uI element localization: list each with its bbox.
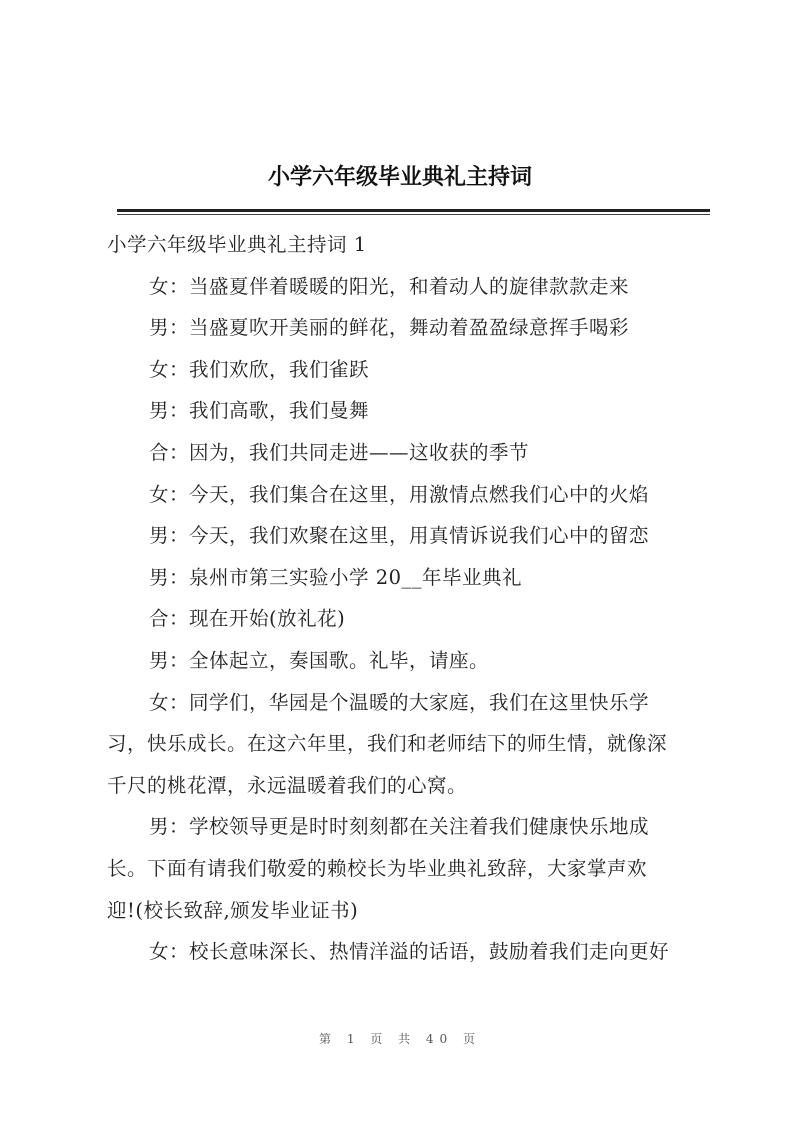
title-divider bbox=[117, 209, 710, 212]
paragraph-line: 女：同学们，华园是个温暖的大家庭，我们在这里快乐学 bbox=[149, 690, 650, 714]
paragraph-line: 男：全体起立，奏国歌。礼毕，请座。 bbox=[149, 648, 490, 672]
paragraph-line: 男：当盛夏吹开美丽的鲜花，舞动着盈盈绿意挥手喝彩 bbox=[149, 316, 630, 340]
paragraph-line: 男：我们高歌，我们曼舞 bbox=[149, 399, 370, 423]
paragraph-line: 女：当盛夏伴着暖暖的阳光，和着动人的旋律款款走来 bbox=[149, 274, 630, 298]
paragraph-line: 男：学校领导更是时时刻刻都在关注着我们健康快乐地成 bbox=[149, 815, 650, 839]
paragraph-line: 男：泉州市第三实验小学 20__年毕业典礼 bbox=[149, 565, 523, 589]
paragraph-line: 女：我们欢欣，我们雀跃 bbox=[149, 357, 370, 381]
paragraph-line: 合：现在开始(放礼花) bbox=[149, 607, 346, 631]
paragraph-line: 男：今天，我们欢聚在这里，用真情诉说我们心中的留恋 bbox=[149, 524, 650, 548]
document-body bbox=[107, 224, 712, 973]
paragraph-line: 习，快乐成长。在这六年里，我们和老师结下的师生情，就像深 bbox=[107, 732, 668, 756]
page-footer: 第 1 页 共 40 页 bbox=[319, 1032, 481, 1046]
title-divider-thin bbox=[117, 214, 710, 215]
paragraph-line: 长。下面有请我们敬爱的赖校长为毕业典礼致辞，大家掌声欢 bbox=[107, 856, 648, 880]
paragraph-line: 千尺的桃花潭，永远温暖着我们的心窝。 bbox=[107, 773, 468, 797]
page-title: 小学六年级毕业典礼主持词 bbox=[267, 165, 532, 190]
paragraph-line: 迎!(校长致辞,颁发毕业证书) bbox=[107, 898, 359, 922]
paragraph-line: 合：因为，我们共同走进——这收获的季节 bbox=[149, 440, 530, 464]
section-heading: 小学六年级毕业典礼主持词 1 bbox=[107, 233, 367, 256]
paragraph-line: 女：校长意味深长、热情洋溢的话语，鼓励着我们走向更好 bbox=[149, 940, 670, 964]
paragraph-line: 女：今天，我们集合在这里，用激情点燃我们心中的火焰 bbox=[149, 482, 650, 506]
